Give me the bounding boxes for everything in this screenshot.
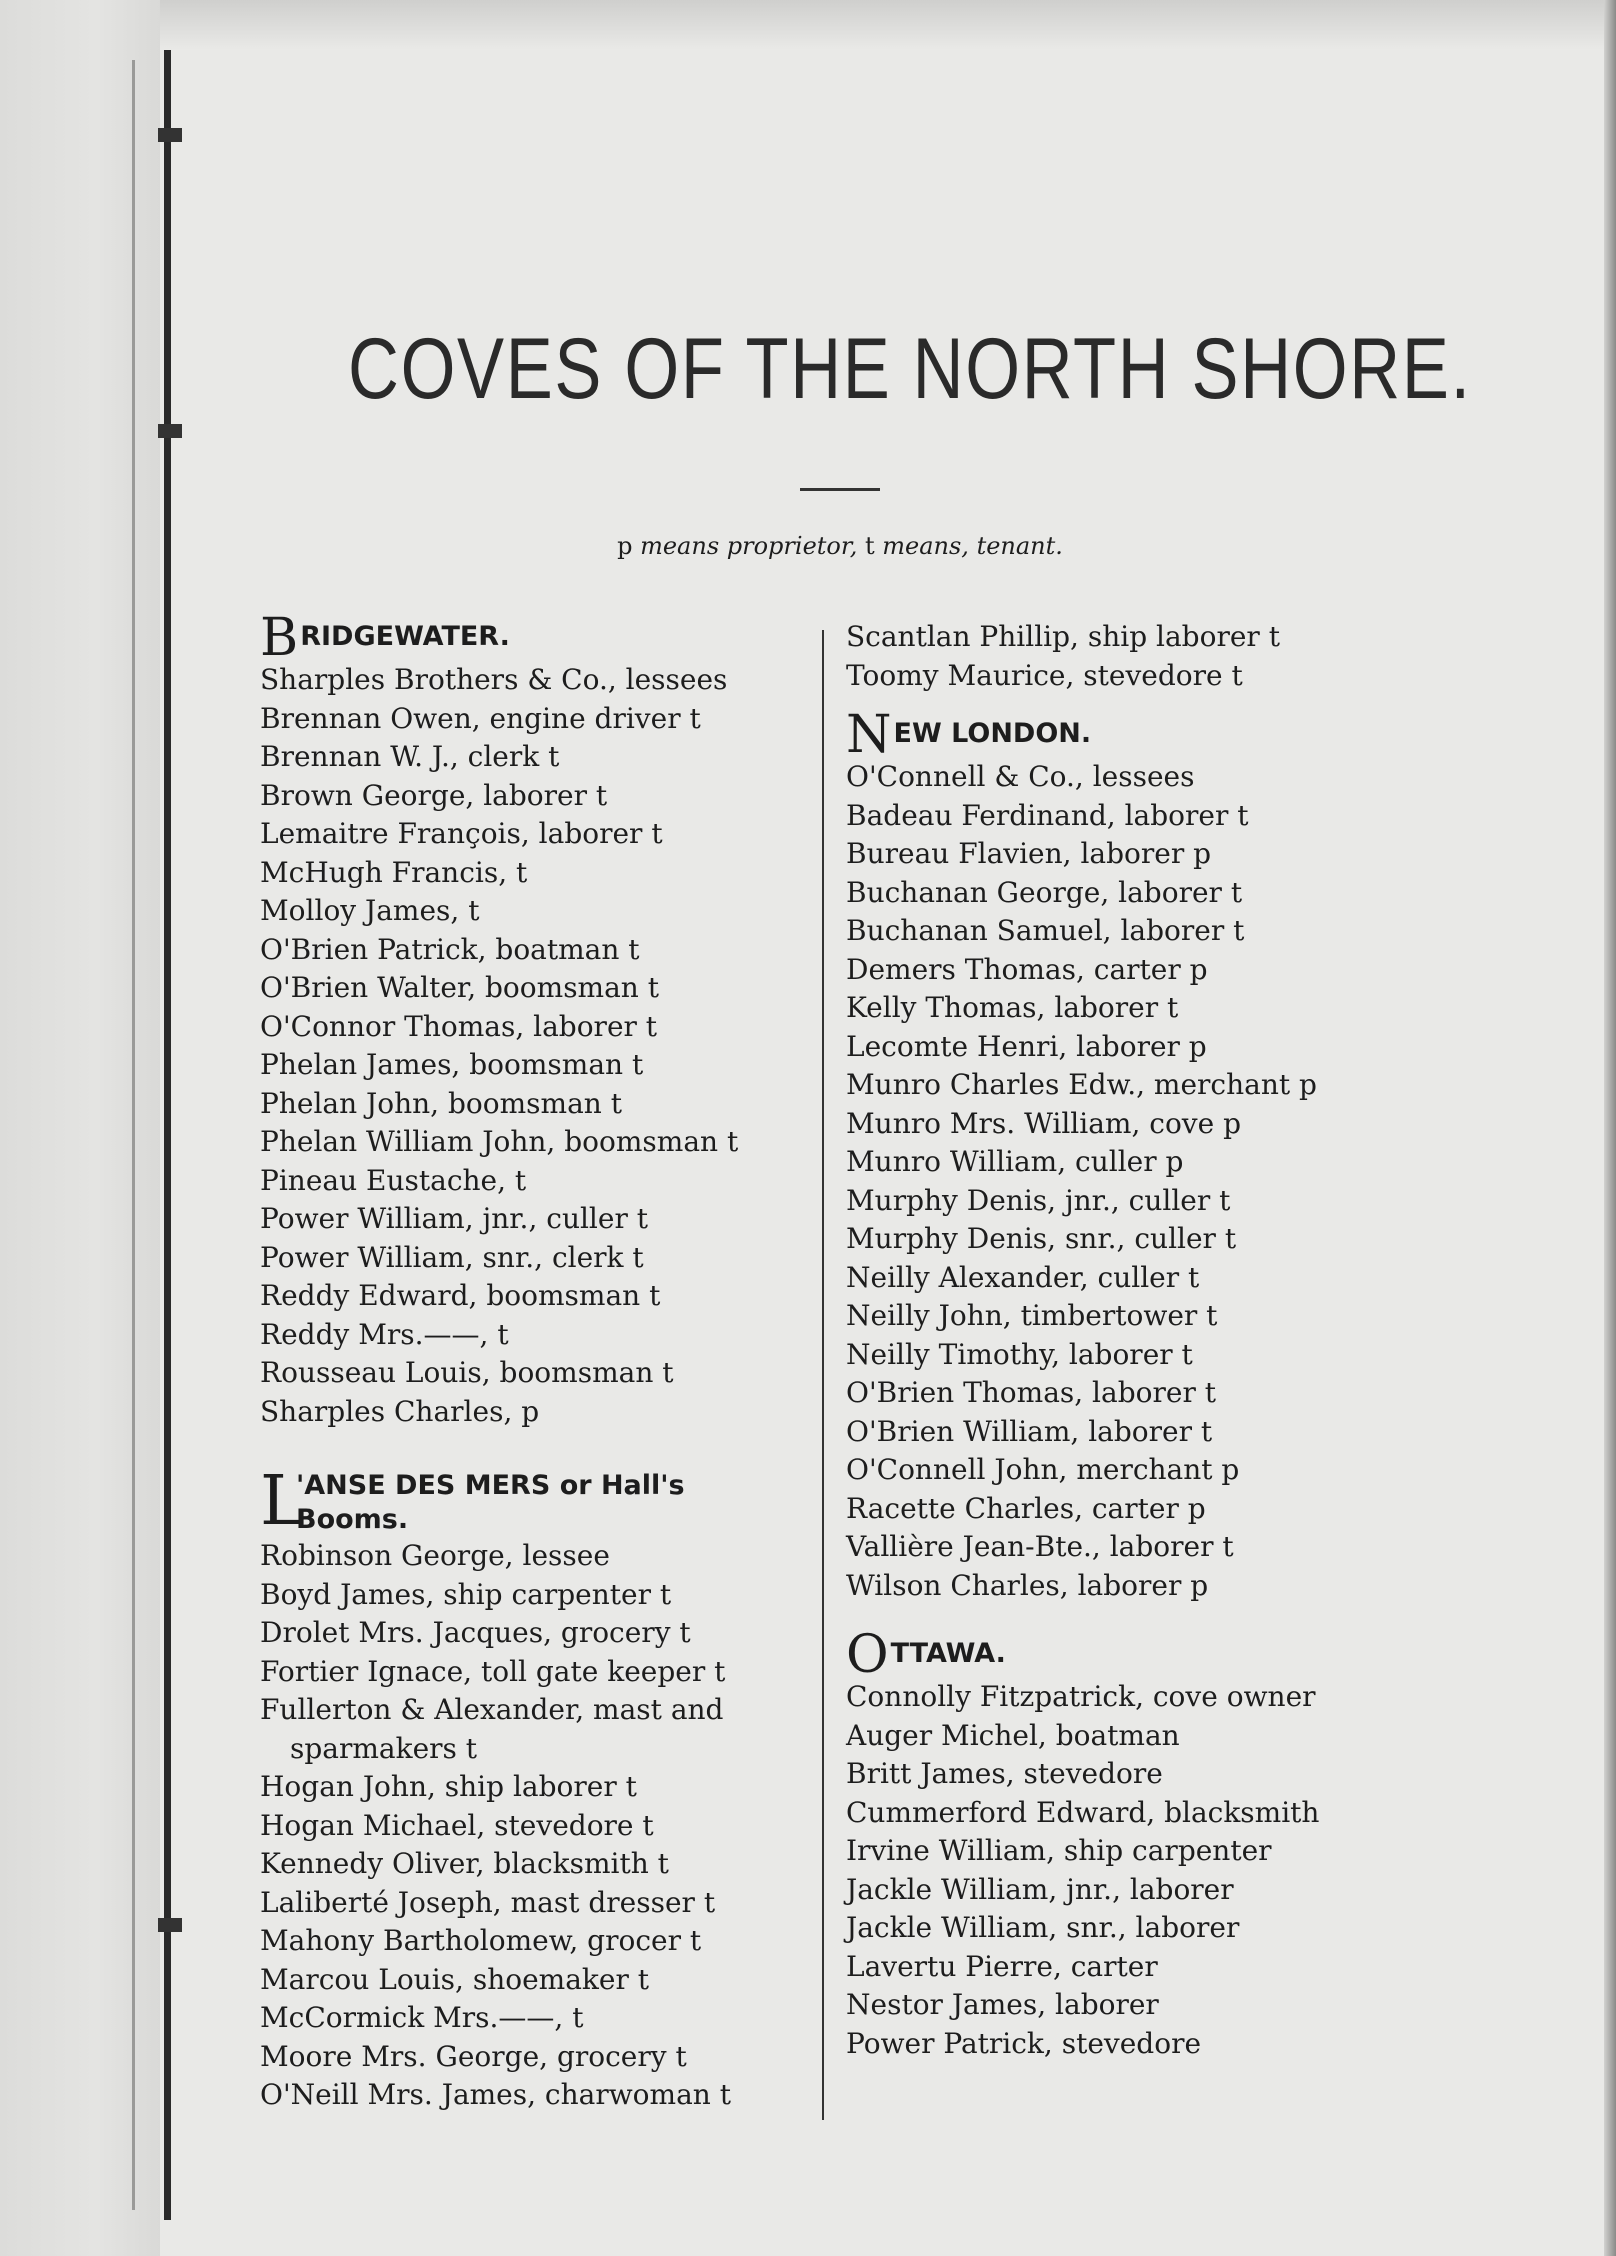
list-item: Sharples Charles, p [260,1394,540,1428]
continued-list [846,618,1406,695]
heading-text: TTAWA. [890,1638,1006,1669]
binding-tab [158,128,182,142]
list-item: O'Brien William, laborer t [846,1414,1213,1448]
list-item: Mahony Bartholomew, grocer t [260,1924,702,1957]
list-item: Scantlan Phillip, ship laborer t [846,620,1280,653]
binding-tab [158,424,182,438]
section-gap [846,695,1406,715]
heading-text-line1: 'ANSE DES MERS or Hall's [296,1470,685,1501]
list-item: Murphy Denis, jnr., culler t [846,1183,1231,1217]
list-item: Rousseau Louis, boomsman t [260,1356,674,1389]
list-item: O'Connor Thomas, laborer t [260,1009,658,1043]
heading-text-line2: Booms. [296,1504,409,1535]
list-item: Robinson George, lessee [260,1539,610,1572]
binding-tab [158,1918,182,1932]
section-heading-bridgewater [260,608,820,668]
list-item: Hogan John, ship laborer t [260,1770,637,1803]
list-item: Munro Charles Edw., merchant p [846,1068,1317,1101]
list-item: Buchanan George, laborer t [846,875,1243,909]
page-gutter [0,0,160,2256]
list-item: Power William, snr., clerk t [260,1240,644,1274]
legend-t: t [864,532,875,560]
legend-p-meaning: means proprietor, [640,532,858,560]
section-heading-lanse [260,1462,820,1541]
new-london-list [846,758,1406,1605]
list-item: Phelan William John, boomsman t [260,1125,739,1158]
page-title: COVES OF THE NORTH SHORE. [348,321,1472,417]
list-item: Lecomte Henri, laborer p [846,1029,1207,1063]
drop-initial: L [260,1462,306,1541]
right-column [846,618,1406,2063]
legend-t-meaning: means, tenant. [882,532,1063,560]
list-item: Munro Mrs. William, cove p [846,1106,1242,1140]
list-item: Reddy Mrs.——, t [260,1317,509,1351]
lanse-list [260,1537,820,2115]
list-item: Nestor James, laborer [846,1988,1159,2021]
list-item: Cummerford Edward, blacksmith [846,1795,1320,1829]
list-item: Racette Charles, carter p [846,1491,1206,1525]
drop-initial: N [846,705,892,765]
list-item: Neilly Timothy, laborer t [846,1337,1193,1371]
list-item: O'Connell John, merchant p [846,1453,1240,1486]
list-item: Munro William, culler p [846,1145,1184,1178]
list-item: Moore Mrs. George, grocery t [260,2039,687,2073]
list-item: Neilly John, timbertower t [846,1299,1218,1332]
section-gap [846,1605,1406,1635]
list-item: Reddy Edward, boomsman t [260,1279,661,1312]
list-item: Lavertu Pierre, carter [846,1949,1158,1983]
list-item: Fortier Ignace, toll gate keeper t [260,1654,726,1688]
list-item: O'Connell & Co., lessees [846,760,1195,793]
heading-text: RIDGEWATER. [300,621,510,652]
list-item: Pineau Eustache, t [260,1163,527,1197]
page-right-edge [1604,0,1616,2256]
heading-text: EW LONDON. [893,718,1092,749]
list-item: O'Brien Walter, boomsman t [260,971,659,1004]
list-item: Buchanan Samuel, laborer t [846,914,1245,947]
directory-page [240,300,1472,2120]
list-item: Demers Thomas, carter p [846,952,1208,986]
list-item: Auger Michel, boatman [846,1718,1180,1752]
list-item: Brown George, laborer t [260,778,608,812]
list-item: Drolet Mrs. Jacques, grocery t [260,1616,691,1649]
list-item: Wilson Charles, laborer p [846,1568,1209,1602]
list-item: Vallière Jean-Bte., laborer t [846,1530,1234,1563]
list-item: O'Neill Mrs. James, charwoman t [260,2078,731,2111]
section-heading-new-london [846,705,1406,765]
list-item: Jackle William, snr., laborer [846,1911,1240,1944]
list-item: Badeau Ferdinand, laborer t [846,798,1249,832]
list-item: Phelan James, boomsman t [260,1048,644,1081]
list-item: Bureau Flavien, laborer p [846,837,1212,870]
list-item: McHugh Francis, t [260,855,528,889]
bridgewater-list [260,661,820,1431]
list-item: Lemaitre François, laborer t [260,817,663,850]
list-item: Boyd James, ship carpenter t [260,1577,672,1611]
list-item: Kelly Thomas, laborer t [846,991,1179,1024]
list-item: Phelan John, boomsman t [260,1086,622,1120]
book-spine [164,30,171,2220]
list-item: Fullerton & Alexander, mast and [260,1693,724,1726]
list-item: Connolly Fitzpatrick, cove owner [846,1680,1316,1713]
list-item: Molloy James, t [260,894,480,927]
column-divider [822,630,824,2120]
list-item: Toomy Maurice, stevedore t [846,658,1243,692]
list-item: Neilly Alexander, culler t [846,1260,1200,1294]
list-item: Power William, jnr., culler t [260,1202,648,1235]
list-item: Murphy Denis, snr., culler t [846,1222,1237,1255]
list-item: Laliberté Joseph, mast dresser t [260,1885,716,1919]
left-column [260,608,820,2115]
list-item: Kennedy Oliver, blacksmith t [260,1847,669,1880]
page-top-edge [160,0,1604,50]
drop-initial: O [846,1625,889,1685]
list-item: Hogan Michael, stevedore t [260,1808,654,1842]
list-item: McCormick Mrs.——, t [260,2001,584,2034]
list-item: O'Brien Patrick, boatman t [260,932,640,966]
list-item: Brennan W. J., clerk t [260,740,560,773]
section-heading-ottawa [846,1625,1406,1685]
list-item: Britt James, stevedore [846,1757,1163,1790]
list-item: Irvine William, ship carpenter [846,1834,1272,1867]
list-item: Sharples Brothers & Co., lessees [260,663,728,696]
list-item: Power Patrick, stevedore [846,2026,1202,2060]
legend-p: p [617,532,633,560]
drop-initial: B [260,608,299,668]
legend [240,532,1440,560]
binding-shadow [132,60,135,2210]
list-item: sparmakers t [290,1731,478,1765]
list-item: Jackle William, jnr., laborer [846,1872,1234,1906]
section-gap [260,1431,820,1469]
list-item: Marcou Louis, shoemaker t [260,1962,649,1996]
ottawa-list [846,1678,1406,2063]
title-rule [800,488,880,491]
list-item: O'Brien Thomas, laborer t [846,1376,1216,1409]
list-item: Brennan Owen, engine driver t [260,701,701,735]
